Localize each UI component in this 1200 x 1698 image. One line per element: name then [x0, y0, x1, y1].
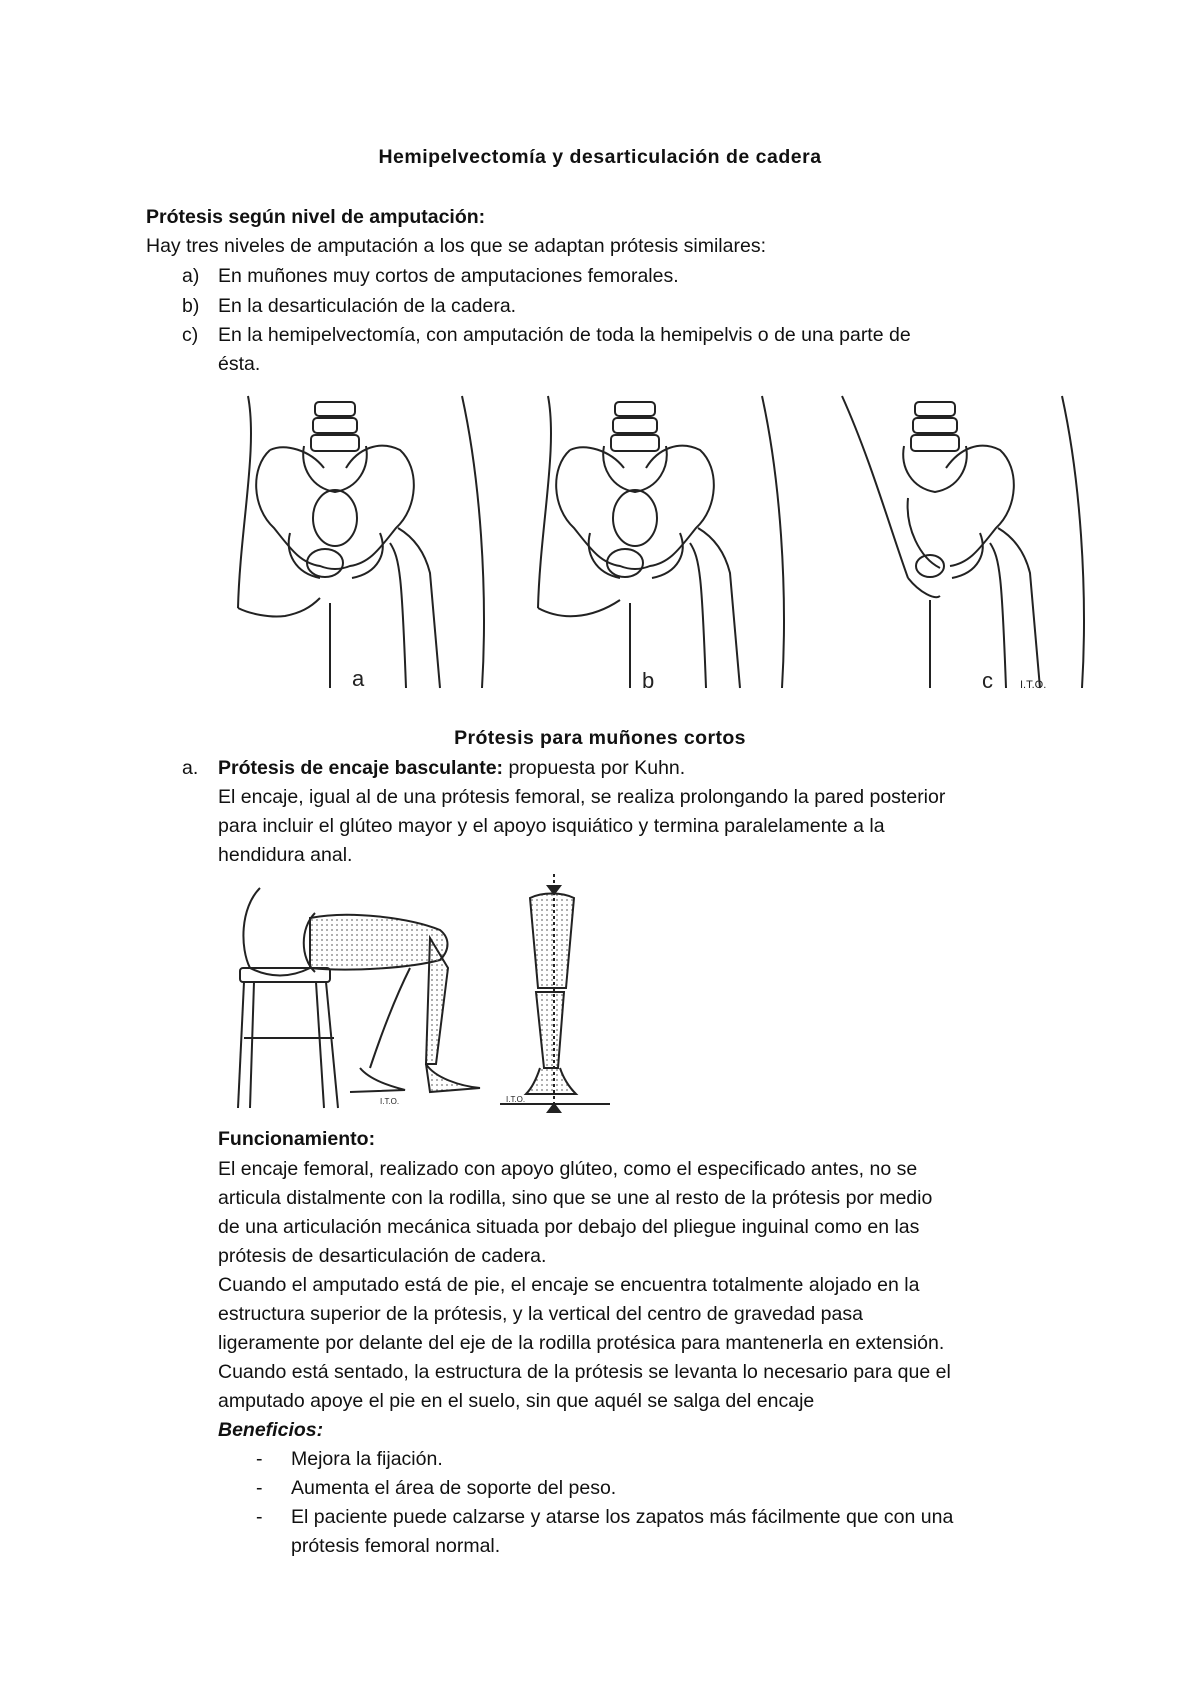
pelvis-amputation-levels-figure	[230, 388, 1130, 708]
funcionamiento-heading: Funcionamiento:	[218, 1128, 376, 1150]
figure-label-c: c	[982, 668, 993, 693]
tilting-socket-prosthesis-figure	[230, 868, 650, 1118]
paragraph-line: de una articulación mecánica situada por debajo del pliegue inguinal como en las	[218, 1216, 920, 1238]
beneficios-heading: Beneficios:	[218, 1419, 324, 1441]
figure-signature: I.T.O.	[1020, 679, 1047, 691]
list-item: En la desarticulación de la cadera.	[218, 295, 517, 317]
list-item: En la hemipelvectomía, con amputación de toda la hemipelvis o de una parte de	[218, 324, 911, 346]
intro-text: Hay tres niveles de amputación a los que se adaptan prótesis similares:	[146, 235, 766, 257]
bullet-marker: -	[256, 1506, 263, 1528]
paragraph-line: Cuando el amputado está de pie, el encaje se encuentra totalmente alojado en la	[218, 1274, 920, 1296]
paragraph-line: El encaje femoral, realizado con apoyo glúteo, como el especificado antes, no se	[218, 1158, 918, 1180]
paragraph-line: articula distalmente con la rodilla, sino que se une al resto de la prótesis por medio	[218, 1187, 933, 1209]
figure-label-a: a	[352, 666, 365, 691]
bullet-marker: -	[256, 1477, 263, 1499]
prosthesis-illustration	[230, 868, 650, 1118]
pelvis-c-drawing	[842, 396, 1084, 688]
paragraph-line: Cuando está sentado, la estructura de la prótesis se levanta lo necesario para que el	[218, 1361, 951, 1383]
section-heading-levels: Prótesis según nivel de amputación:	[146, 206, 486, 228]
figure-signature-left: I.T.O.	[380, 1097, 400, 1106]
paragraph-line: estructura superior de la prótesis, y la vertical del centro de gravedad pasa	[218, 1303, 863, 1325]
prosthesis-type-author: propuesta por Kuhn.	[503, 757, 686, 779]
paragraph-line: prótesis de desarticulación de cadera.	[218, 1245, 547, 1267]
paragraph-line: amputado apoye el pie en el suelo, sin que aquél se salga del encaje	[218, 1390, 815, 1412]
prosthesis-type-title: Prótesis de encaje basculante:	[218, 757, 504, 779]
bullet-marker: -	[256, 1448, 263, 1470]
list-marker: b)	[182, 295, 200, 317]
paragraph-line: para incluir el glúteo mayor y el apoyo isquiático y termina paralelamente a la	[218, 815, 885, 837]
figure-signature-right: I.T.O.	[506, 1095, 526, 1104]
list-marker: a.	[182, 757, 199, 779]
prosthesis-type-line	[218, 757, 685, 780]
paragraph-line: ligeramente por delante del eje de la rodilla protésica para mantenerla en extensión.	[218, 1332, 945, 1354]
page-title: Hemipelvectomía y desarticulación de cadera	[378, 146, 822, 168]
list-marker: a)	[182, 265, 200, 287]
pelvis-illustration	[230, 388, 1130, 708]
list-item: En muñones muy cortos de amputaciones femorales.	[218, 265, 679, 287]
pelvis-a-drawing	[238, 396, 484, 688]
benefit-item-continuation: prótesis femoral normal.	[291, 1535, 501, 1557]
paragraph-line: El encaje, igual al de una prótesis femoral, se realiza prolongando la pared posterior	[218, 786, 946, 808]
benefit-item: Aumenta el área de soporte del peso.	[291, 1477, 617, 1499]
benefit-item: Mejora la fijación.	[291, 1448, 443, 1470]
paragraph-line: hendidura anal.	[218, 844, 353, 866]
pelvis-b-drawing	[538, 396, 784, 688]
figure-label-b: b	[642, 668, 655, 693]
list-marker: c)	[182, 324, 199, 346]
section-heading-short-stumps: Prótesis para muñones cortos	[454, 727, 746, 749]
list-item-continuation: ésta.	[218, 353, 261, 375]
benefit-item: El paciente puede calzarse y atarse los zapatos más fácilmente que con una	[291, 1506, 954, 1528]
